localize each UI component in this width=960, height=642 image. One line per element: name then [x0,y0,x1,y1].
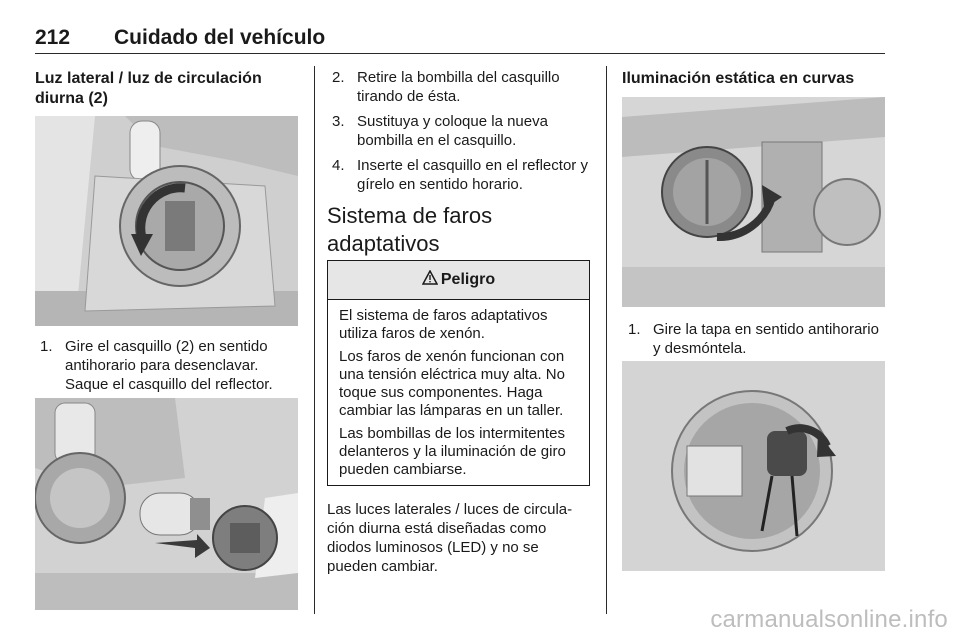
page-number: 212 [35,26,71,49]
warning-paragraph: El sistema de faros adaptativos utiliza faros de xenón. [339,307,548,342]
warning-box [327,260,590,486]
led-note: Las luces laterales / luces de circula-ción diurna está diseñadas como diodos luminosos (LED) y no se pueden cambiar. [327,501,573,575]
steps-list-col3 [628,320,890,364]
figure-cornering-cap [622,97,885,307]
warning-body [328,300,589,479]
page-title: Cuidado del vehículo [114,26,326,49]
list-item: 1. Gire el casquillo (2) en sentido antihorario para desenclavar. Saque el casquillo del reflector. [40,338,273,393]
warning-paragraph: Los faros de xenón funcionan con una tensión eléctrica muy alta. No toque sus componentes. Haga cambiar las lámparas en un taller. [339,348,565,419]
figure-socket-rotate [35,116,298,326]
list-item: 4. Inserte el casquillo en el reflector y gírelo en sentido horario. [332,157,588,193]
column-divider-right [606,66,607,614]
list-item: 1. Gire la tapa en sentido antihorario y desmóntela. [628,321,879,357]
page-header [35,26,885,52]
list-item: 3. Sustituya y coloque la nueva bombilla en el casquillo. [332,113,548,149]
figure-bulb-removal [35,398,298,610]
watermark: carmanualsonline.info [710,606,948,633]
list-item: 2. Retire la bombilla del casquillo tirando de ésta. [332,69,560,105]
header-divider [35,53,885,54]
warning-header [328,261,589,300]
section-heading-adaptive-headlights: Sistema de faros adaptativos [327,203,493,256]
steps-list-col2 [332,68,594,200]
warning-triangle-icon [422,270,438,290]
figure-cornering-bulb [622,361,885,571]
section-heading-static-cornering: Iluminación estática en curvas [622,70,855,87]
steps-list-col1 [40,337,305,400]
column-divider-left [314,66,315,614]
warning-paragraph: Las bombillas de los intermitentes delanteros y la iluminación de giro pueden cambiarse. [339,425,566,478]
section-heading-side-light: Luz lateral / luz de circulación diurna (2) [35,70,262,107]
warning-title: Peligro [440,271,496,288]
